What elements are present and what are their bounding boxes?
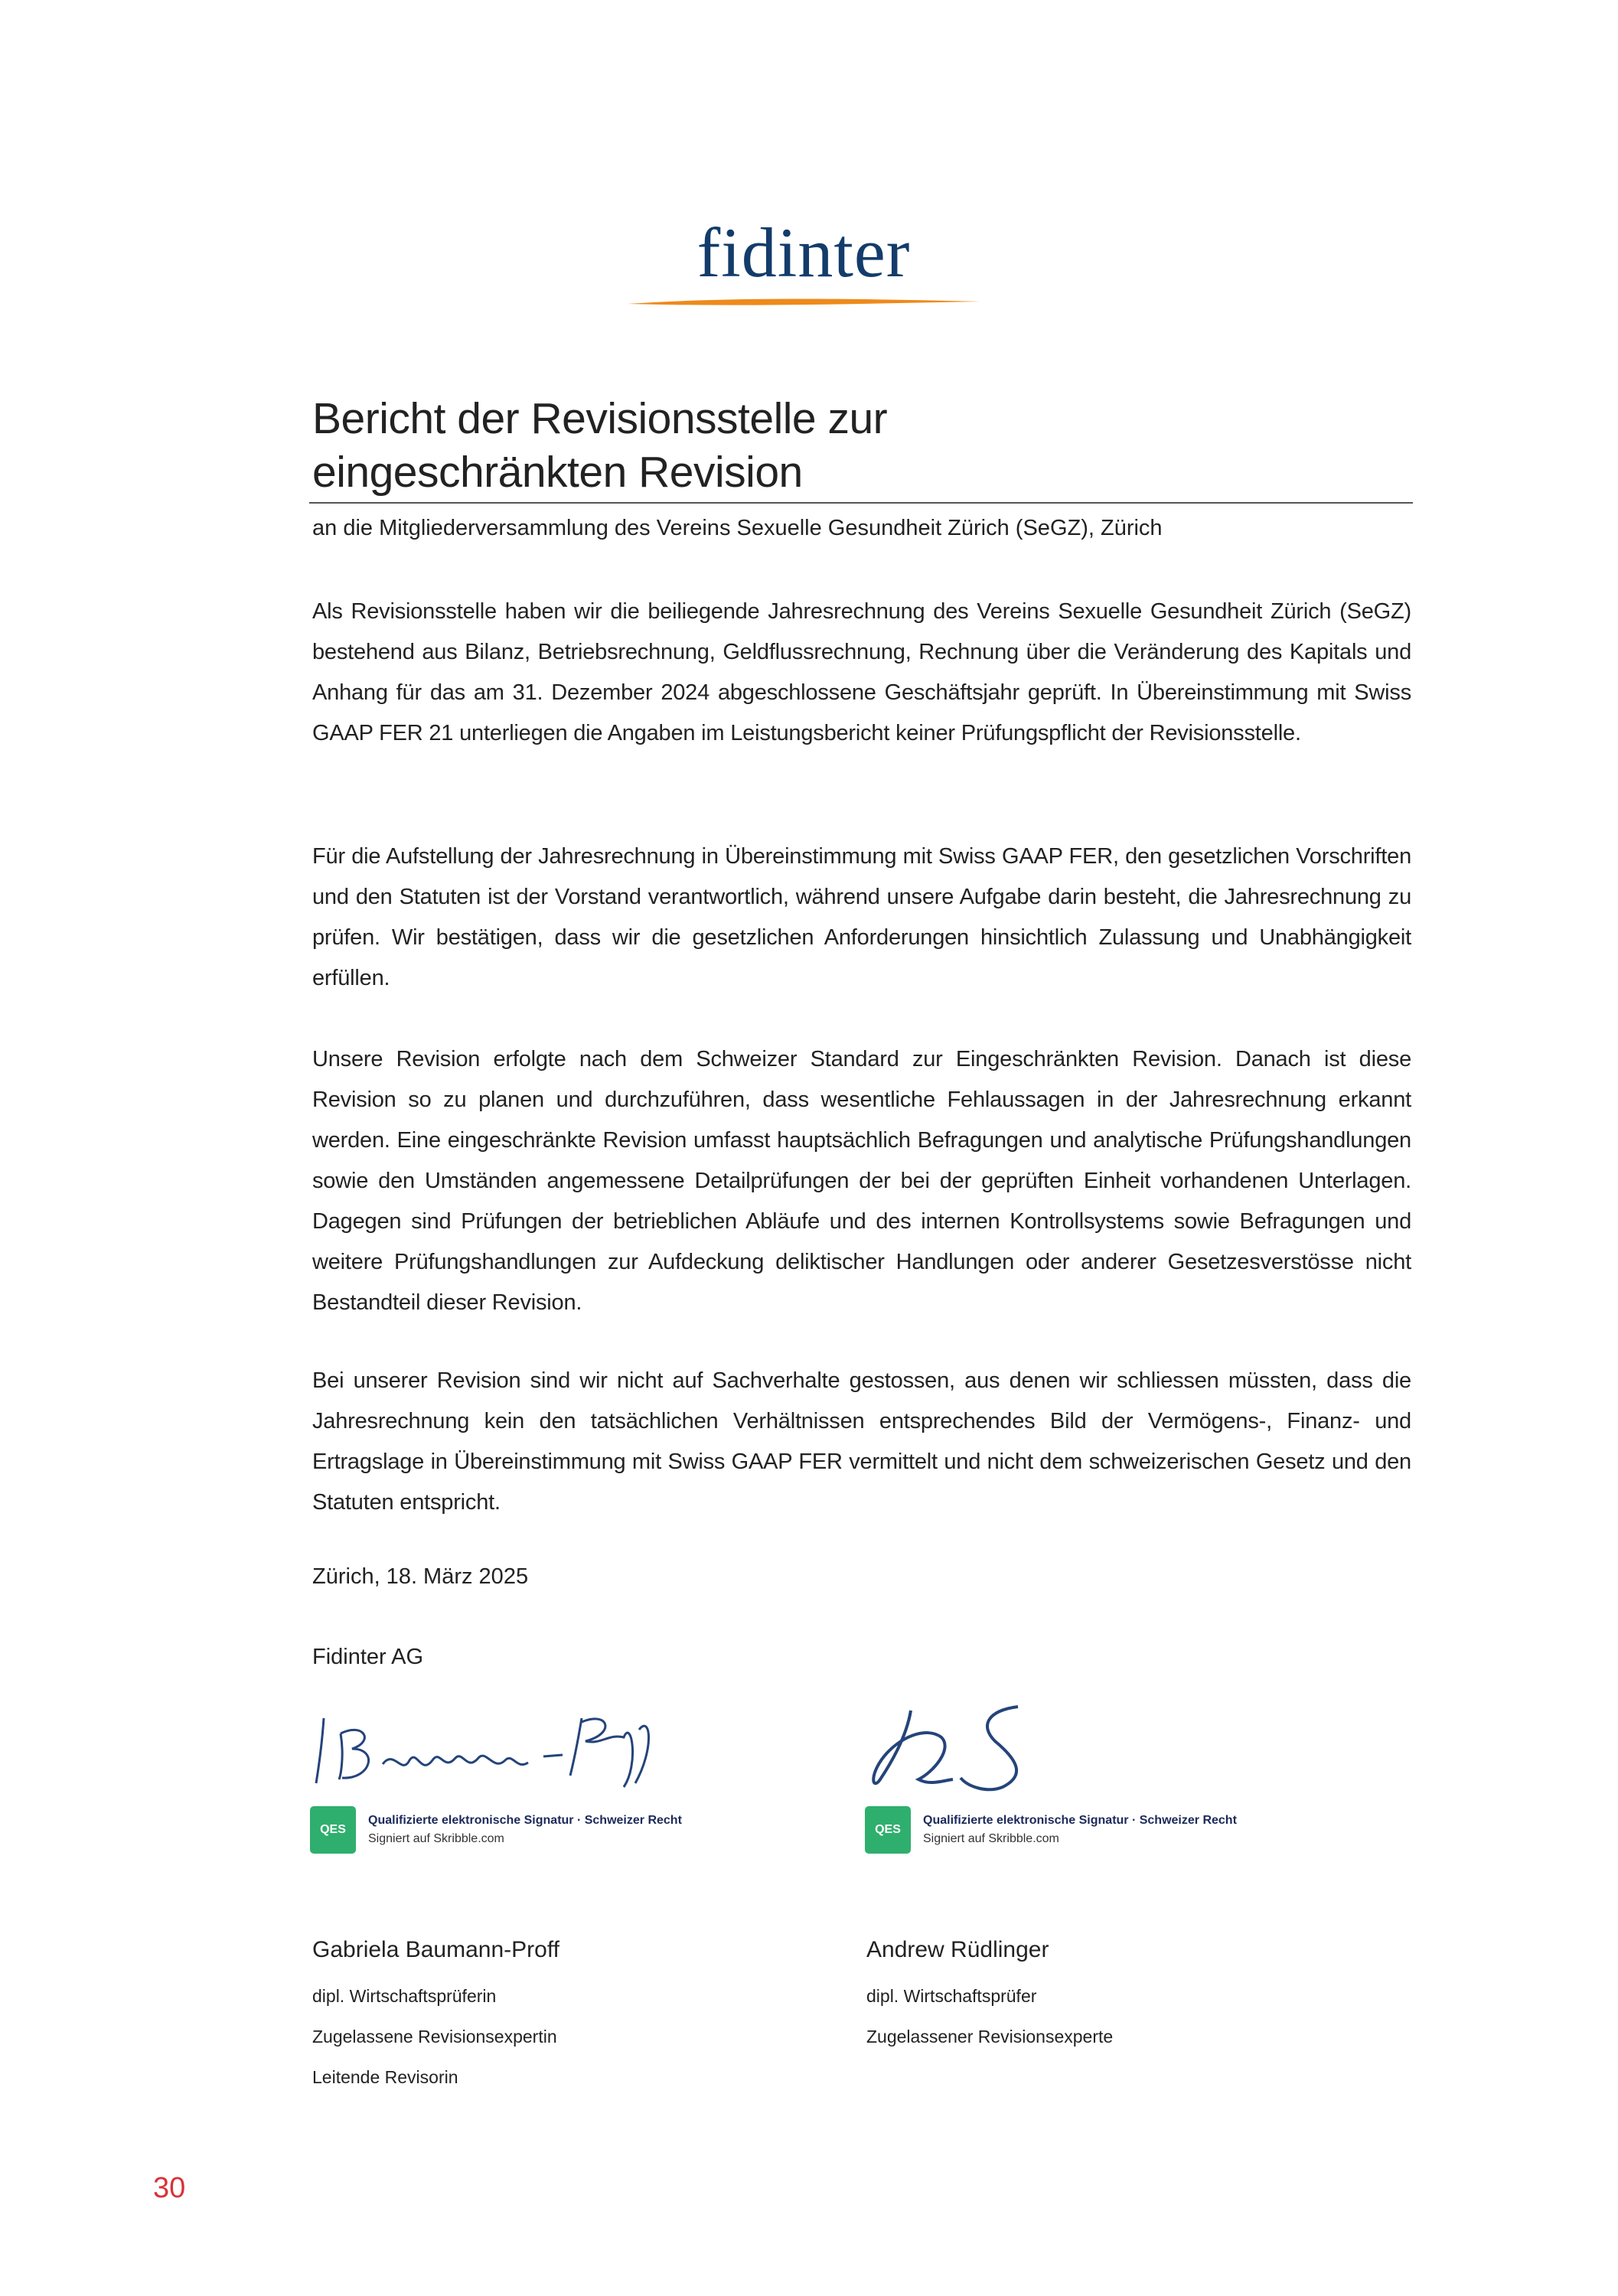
qes-badge-icon: QES: [310, 1806, 356, 1854]
firm-name: Fidinter AG: [312, 1645, 424, 1669]
signatory-role: dipl. Wirtschaftsprüfer: [866, 1986, 1037, 2006]
signatory-2: [866, 1935, 1113, 2057]
paragraph-conclusion: Bei unserer Revision sind wir nicht auf Sachverhalte gestossen, aus denen wir schliessen müssten, dass die Jahresrechnung kein den tatsächlichen Verhältnissen entsprechendes Bild der Vermögens-, Finanz- und Ertragslage in Übereinstimmung mit Swiss GAAP FER vermittelt und nicht dem schweizerischen Gesetz und den Statuten entspricht.: [312, 1368, 1411, 1515]
page-number: 30: [153, 2172, 186, 2204]
report-title: [312, 392, 1414, 499]
title-line-1: Bericht der Revisionsstelle zur: [312, 394, 888, 443]
signatory-1: [312, 1935, 559, 2098]
signatory-name: Gabriela Baumann-Proff: [312, 1937, 559, 1962]
title-line-2: eingeschränkten Revision: [312, 448, 803, 497]
signatory-role: Zugelassene Revisionsexpertin: [312, 2027, 557, 2047]
qes-title: Qualifizierte elektronische Signatur · Schweizer Recht: [368, 1814, 682, 1827]
qes-seal: [310, 1806, 693, 1854]
paragraph-scope: Als Revisionsstelle haben wir die beiliegende Jahresrechnung des Vereins Sexuelle Gesundheit Zürich (SeGZ) bestehend aus Bilanz, Betriebsrechnung, Geldflussrechnung, Rechnung über die Veränderung des Kapitals und Anhang für das am 31. Dezember 2024 abgeschlossene Geschäftsjahr geprüft. In Übereinstimmung mit Swiss GAAP FER 21 unterliegen die Angaben im Leistungsbericht keiner Prüfungspflicht der Revisionsstelle.: [312, 599, 1411, 745]
qes-badge-icon: QES: [865, 1806, 911, 1854]
qes-provider: Signiert auf Skribble.com: [368, 1832, 504, 1845]
qes-provider: Signiert auf Skribble.com: [923, 1832, 1059, 1845]
signatory-role: Leitende Revisorin: [312, 2067, 458, 2087]
signatory-role: dipl. Wirtschaftsprüferin: [312, 1986, 497, 2006]
fidinter-logo: [628, 214, 980, 314]
signature-block-2: [865, 1703, 1248, 1854]
signature-block-1: [310, 1703, 693, 1854]
title-divider: [309, 502, 1413, 504]
logo-swoosh-icon: [628, 295, 980, 310]
signatory-role: Zugelassener Revisionsexperte: [866, 2027, 1114, 2047]
place-date: Zürich, 18. März 2025: [312, 1564, 529, 1589]
report-addressee: an die Mitgliederversammlung des Vereins Sexuelle Gesundheit Zürich (SeGZ), Zürich: [312, 516, 1163, 540]
qes-title: Qualifizierte elektronische Signatur · Schweizer Recht: [923, 1814, 1237, 1827]
handwritten-signature-icon: [310, 1703, 677, 1799]
logo-wordmark: fidinter: [696, 214, 911, 292]
signatory-name: Andrew Rüdlinger: [866, 1937, 1049, 1962]
handwritten-signature-icon: [865, 1703, 1232, 1799]
paragraph-standard: Unsere Revision erfolgte nach dem Schweizer Standard zur Eingeschränkten Revision. Danach ist diese Revision so zu planen und durchzuführen, dass wesentliche Fehlaussagen in der Jahresrechnung erkannt werden. Eine eingeschränkte Revision umfasst hauptsächlich Befragungen und analytische Prüfungshandlungen sowie den Umständen angemessene Detailprüfungen der bei der geprüften Einheit vorhandenen Unterlagen. Dagegen sind Prüfungen der betrieblichen Abläufe und des internen Kontrollsystems sowie Befragungen und weitere Prüfungshandlungen zur Aufdeckung deliktischer Handlungen oder anderer Gesetzesverstösse nicht Bestandteil dieser Revision.: [312, 1047, 1411, 1315]
qes-seal: [865, 1806, 1248, 1854]
paragraph-responsibility: Für die Aufstellung der Jahresrechnung in Übereinstimmung mit Swiss GAAP FER, den gesetzlichen Vorschriften und den Statuten ist der Vorstand verantwortlich, während unsere Aufgabe darin besteht, die Jahresrechnung zu prüfen. Wir bestätigen, dass wir die gesetzlichen Anforderungen hinsichtlich Zulassung und Unabhängigkeit erfüllen.: [312, 844, 1411, 990]
